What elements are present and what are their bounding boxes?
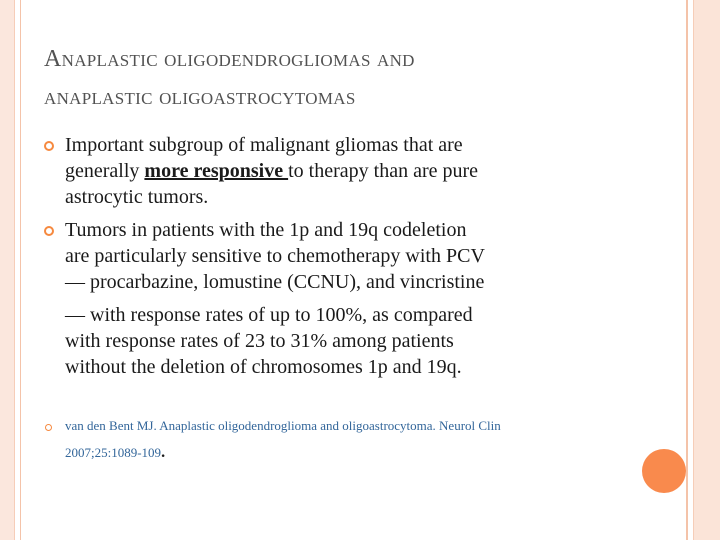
left-decorative-band [0, 0, 15, 540]
bullet-1-line-1: Important subgroup of malignant gliomas that are [65, 134, 463, 156]
reference-line-2 [65, 439, 645, 466]
accent-circle [642, 449, 686, 493]
reference-trailing-period: . [161, 444, 166, 461]
continuation-line-1: — with response rates of up to 100%, as compared [65, 304, 473, 326]
bullet-2-line-1: Tumors in patients with the 1p and 19q codeletion [65, 219, 467, 241]
reference-citation [65, 412, 645, 466]
slide-title-line-1: Anaplastic oligodendrogliomas and [44, 46, 415, 72]
bullet-1-line-2 [65, 158, 645, 184]
bullet-2-text [65, 217, 645, 295]
bullet-marker-2 [44, 226, 54, 236]
slide-title [44, 40, 644, 116]
slide-title-line-2: anaplastic oligoastrocytomas [44, 84, 356, 110]
continuation-text [65, 302, 645, 380]
left-decorative-line [20, 0, 21, 540]
bullet-2-line-2: are particularly sensitive to chemotherapy with PCV [65, 245, 485, 267]
emphasis-more-responsive: more responsive [144, 160, 289, 182]
bullet-marker-1 [44, 141, 54, 151]
bullet-1-line-3: astrocytic tumors. [65, 186, 209, 208]
bullet-1-line-2-pre: generally [65, 160, 145, 182]
reference-line-1: van den Bent MJ. Anaplastic oligodendroglioma and oligoastrocytoma. Neurol Clin [65, 418, 501, 433]
continuation-line-3: without the deletion of chromosomes 1p and 19q. [65, 356, 462, 378]
bullet-2-line-3: — procarbazine, lomustine (CCNU), and vincristine [65, 271, 485, 293]
right-decorative-line [686, 0, 688, 540]
right-decorative-band [693, 0, 720, 540]
continuation-line-2: with response rates of 23 to 31% among patients [65, 330, 454, 352]
bullet-1-line-2-post: to therapy than are pure [288, 160, 479, 182]
reference-line-2-text: 2007;25:1089-109 [65, 445, 162, 460]
bullet-1-text [65, 132, 645, 210]
bullet-marker-reference [45, 424, 52, 431]
